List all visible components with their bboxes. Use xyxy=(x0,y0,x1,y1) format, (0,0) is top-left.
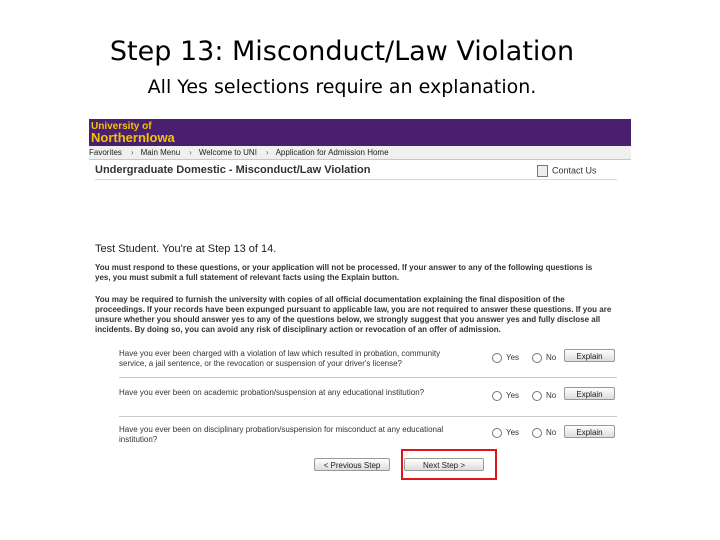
step-indicator: Test Student. You're at Step 13 of 14. xyxy=(95,243,277,255)
next-step-button[interactable]: Next Step > xyxy=(404,458,484,471)
yes-radio[interactable] xyxy=(492,428,502,438)
nav-favorites[interactable]: Favorites xyxy=(89,148,122,157)
previous-step-button[interactable]: < Previous Step xyxy=(314,458,390,471)
university-banner xyxy=(89,119,631,146)
row-divider xyxy=(119,416,617,417)
slide-subtitle: All Yes selections require an explanation. xyxy=(147,76,537,98)
no-option[interactable] xyxy=(532,428,556,438)
explain-button[interactable]: Explain xyxy=(564,387,615,400)
nav-separator: › xyxy=(130,148,134,157)
nav-separator: › xyxy=(265,148,269,157)
no-option[interactable] xyxy=(532,353,556,363)
explain-button[interactable]: Explain xyxy=(564,349,615,362)
application-screenshot xyxy=(89,119,631,479)
yes-option[interactable] xyxy=(492,353,519,363)
yes-radio[interactable] xyxy=(492,391,502,401)
university-logo[interactable] xyxy=(91,121,175,143)
no-label: No xyxy=(546,353,557,363)
instructions-paragraph-2: You may be required to furnish the university with copies of all official documentation explaining the final disposition of the proceedings. If your records have been expunged pursuant to applicable law, you are not required to answer these questions. If you are unsure whether you should answer yes to any of the questions below, we strongly suggest that you answer yes and fully disclose all incidents. By doing so, you can avoid any risk of disciplinary action or revocation of an offer of admission. xyxy=(95,295,612,334)
question-text: Have you ever been on academic probation/suspension at any educational institution? xyxy=(119,388,425,397)
yes-option[interactable] xyxy=(492,391,519,401)
instructions-paragraph-1: You must respond to these questions, or your application will not be processed. If your answer to any of the following questions is yes, you must submit a full statement of relevant facts using the Explain button. xyxy=(95,263,593,282)
no-label: No xyxy=(546,428,557,438)
no-radio[interactable] xyxy=(532,428,542,438)
nav-welcome[interactable]: Welcome to UNI xyxy=(198,148,257,157)
yes-option[interactable] xyxy=(492,428,519,438)
no-radio[interactable] xyxy=(532,353,542,363)
contact-icon xyxy=(537,165,548,177)
yes-radio[interactable] xyxy=(492,353,502,363)
page-title: Undergraduate Domestic - Misconduct/Law Violation xyxy=(95,164,371,176)
row-divider xyxy=(119,377,617,378)
no-label: No xyxy=(546,391,557,401)
nav-main-menu[interactable]: Main Menu xyxy=(140,148,181,157)
logo-line-2: NorthernIowa xyxy=(91,130,175,145)
question-text: Have you ever been on disciplinary probation/suspension for misconduct at any educational institution? xyxy=(119,425,444,444)
contact-us-link[interactable] xyxy=(537,165,597,177)
nav-separator: › xyxy=(189,148,192,157)
logo-line-1: University of xyxy=(91,121,152,132)
highlight-box xyxy=(401,449,497,480)
divider xyxy=(95,179,617,180)
no-option[interactable] xyxy=(532,391,556,401)
no-radio[interactable] xyxy=(532,391,542,401)
explain-button[interactable]: Explain xyxy=(564,425,615,438)
yes-label: Yes xyxy=(506,353,520,363)
contact-label: Contact Us xyxy=(552,165,597,176)
yes-label: Yes xyxy=(506,391,520,401)
slide-title: Step 13: Misconduct/Law Violation xyxy=(109,36,575,67)
nav-admission-home[interactable]: Application for Admission Home xyxy=(275,148,389,157)
question-text: Have you ever been charged with a violation of law which resulted in probation, community service, a jail sentence, or the revocation or suspension of your driver's license? xyxy=(119,349,441,368)
breadcrumb xyxy=(89,146,631,160)
yes-label: Yes xyxy=(506,428,520,438)
